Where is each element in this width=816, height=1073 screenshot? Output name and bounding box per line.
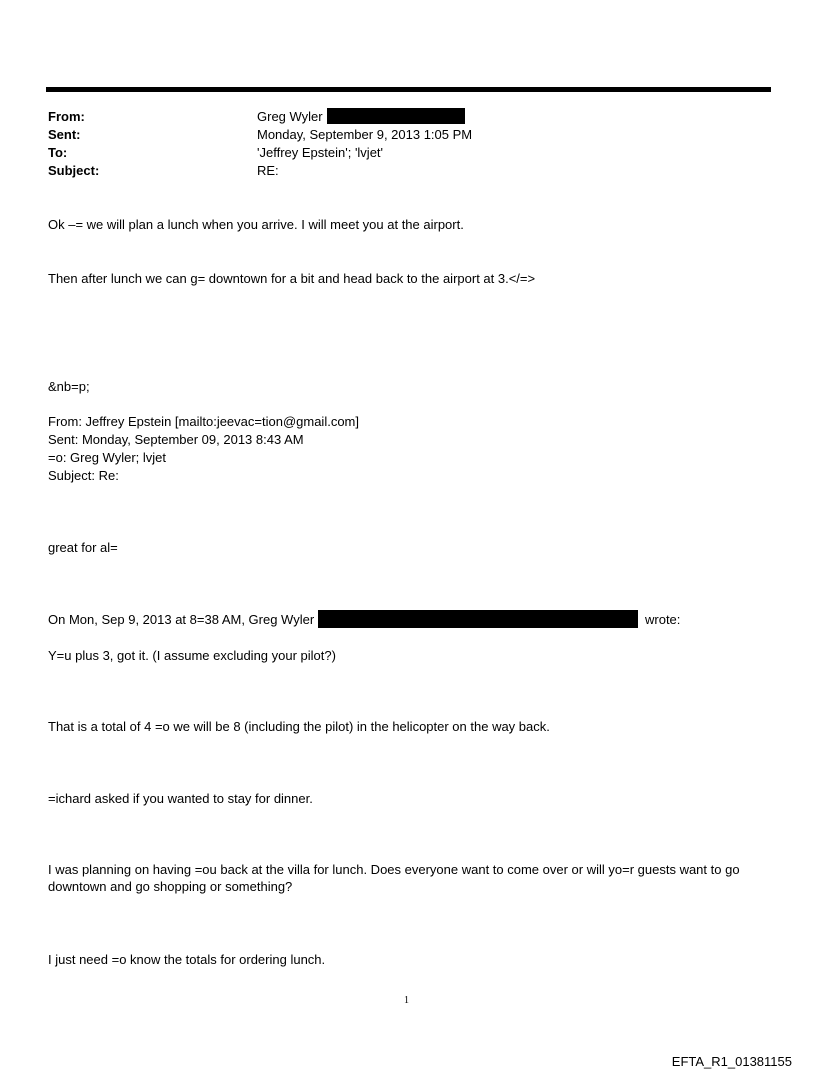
redaction-box — [318, 610, 638, 628]
page-number: 1 — [404, 995, 409, 1006]
on-date-prefix: On Mon, Sep 9, 2013 at 8=38 AM, Greg Wyler — [48, 612, 315, 627]
to-value: 'Jeffrey Epstein'; 'lvjet' — [257, 145, 384, 160]
quoted-from-line: From: Jeffrey Epstein [mailto:jeevac=tion@gmail.com] — [48, 414, 359, 429]
quoted-to-line: =o: Greg Wyler; lvjet — [48, 450, 167, 465]
body-paragraph: I just need =o know the totals for ordering lunch. — [48, 952, 326, 967]
body-paragraph: =ichard asked if you wanted to stay for dinner. — [48, 791, 313, 806]
body-paragraph: I was planning on having =ou back at the villa for lunch. Does everyone want to come over or will yo=r guests want to go downtown and go shopping or something? — [48, 862, 740, 894]
to-label: To: — [48, 145, 68, 160]
subject-value: RE: — [257, 163, 279, 178]
from-label: From: — [48, 109, 85, 124]
body-paragraph: Y=u plus 3, got it. (I assume excluding your pilot?) — [48, 648, 336, 663]
header-divider — [46, 87, 771, 92]
sent-value: Monday, September 9, 2013 1:05 PM — [257, 127, 473, 142]
body-paragraph: &nb=p; — [48, 379, 90, 394]
subject-label: Subject: — [48, 163, 100, 178]
body-paragraph: Ok –= we will plan a lunch when you arrive. I will meet you at the airport. — [48, 217, 464, 232]
from-value: Greg Wyler — [257, 109, 323, 124]
redaction-box — [327, 108, 465, 124]
body-paragraph: great for al= — [48, 540, 118, 555]
body-paragraph: That is a total of 4 =o we will be 8 (including the pilot) in the helicopter on the way back. — [48, 719, 550, 734]
bates-number: EFTA_R1_01381155 — [671, 1054, 792, 1069]
on-date-suffix: wrote: — [645, 612, 681, 627]
sent-label: Sent: — [48, 127, 81, 142]
quoted-subject-line: Subject: Re: — [48, 468, 119, 483]
quoted-sent-line: Sent: Monday, September 09, 2013 8:43 AM — [48, 432, 304, 447]
body-paragraph: Then after lunch we can g= downtown for a bit and head back to the airport at 3.</=> — [48, 271, 536, 286]
